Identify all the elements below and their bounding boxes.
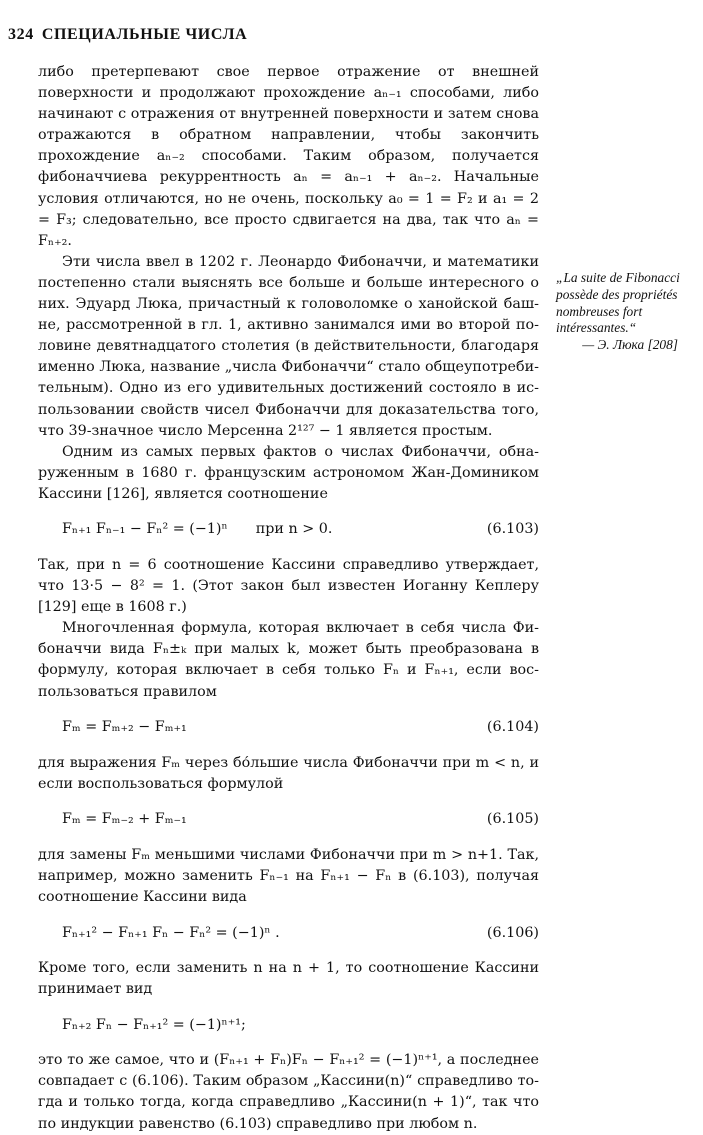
equation-number: (6.103)	[486, 521, 539, 538]
running-head	[8, 26, 528, 44]
equation-number: (6.106)	[486, 924, 539, 941]
equation-6-104	[62, 717, 539, 739]
margin-quote-attribution: — Э. Люка [208]	[582, 337, 678, 353]
equation-expression: Fₙ₊₂ Fₙ − Fₙ₊₁² = (−1)ⁿ⁺¹;	[62, 1016, 246, 1033]
paragraph-9: это то же самое, что и (Fₙ₊₁ + Fₙ)Fₙ − Fₙ₊₁² = (−1)ⁿ⁺¹, а последнее совпадает с (6.106). Таким образом „Кассини(n)“ справедливо тогда и только тогда, когда справедливо „Кассини(n + 1)“, так что по индукции равенство (6.103) справедливо при любом n.	[38, 1052, 539, 1132]
equation-number: (6.104)	[486, 719, 539, 736]
equation-condition: при n > 0.	[255, 521, 333, 538]
equation-expression: Fₙ₊₁² − Fₙ₊₁ Fₙ − Fₙ² = (−1)ⁿ .	[62, 924, 280, 941]
chapter-title: СПЕЦИАЛЬНЫЕ ЧИСЛА	[41, 26, 248, 43]
margin-quote-text: „La suite de Fibonacci possède des propriétés nombreuses fort intéressantes.“	[556, 270, 680, 336]
paragraph-7: для замены Fₘ меньшими числами Фибоначчи при m > n+1. Так, например, можно заменить Fₙ₋₁ на Fₙ₊₁ − Fₙ в (6.103), получая соотношение Кассини вида	[38, 846, 539, 905]
equation-6-105	[62, 809, 539, 831]
equation-expression: Fₘ = Fₘ₋₂ + Fₘ₋₁	[62, 811, 187, 828]
main-text-column	[38, 62, 539, 1135]
equation-unnumbered	[62, 1014, 539, 1036]
equation-expression: Fₘ = Fₘ₊₂ − Fₘ₊₁	[62, 719, 187, 736]
equation-number: (6.105)	[486, 811, 539, 828]
equation-6-106	[62, 922, 539, 944]
paragraph-6: для выражения Fₘ через бо́льшие числа Фибоначчи при m < n, и если воспользоваться формулой	[38, 754, 539, 792]
equation-expression: Fₙ₊₁ Fₙ₋₁ − Fₙ² = (−1)ⁿ	[62, 521, 228, 538]
margin-quote	[556, 270, 696, 354]
paragraph-8: Кроме того, если заменить n на n + 1, то соотношение Кассини принимает вид	[38, 960, 539, 998]
paragraph-3: Одним из самых первых фактов о числах Фибоначчи, обнаруженным в 1680 г. французским астрономом Жан-Домиником Кассини [126], является соотношение	[38, 443, 539, 502]
paragraph-1: либо претерпевают свое первое отражение от внешней поверхности и продолжают прохождение aₙ₋₁ способами, либо начинают с отражения от внутренней поверхности и затем снова отражаются в обратном направлении, чтобы закончить прохождение aₙ₋₂ способами. Таким образом, получается фибоначчиева рекуррентность aₙ = aₙ₋₁ + aₙ₋₂. Начальные условия отличаются, но не очень, поскольку a₀ = 1 = F₂ и a₁ = 2 = F₃; следовательно, все просто сдвигается на два, так что aₙ = Fₙ₊₂.	[38, 64, 539, 249]
paragraph-2: Эти числа ввел в 1202 г. Леонардо Фибоначчи, и математики постепенно стали выяснять все больше и больше интересного о них. Эдуард Люка, причастный к головоломке о ханойской башне, рассмотренной в гл. 1, активно занимался ими во второй половине девятнадцатого столетия (в действительности, благодаря именно Люка, название „числа Фибоначчи“ стало общеупотребительным). Одно из его удивительных достижений состояло в использовании свойств чисел Фибоначчи для доказательства того, что 39-значное число Мерсенна 2¹²⁷ − 1 является простым.	[38, 253, 539, 439]
paragraph-5: Многочленная формула, которая включает в себя числа Фибоначчи вида Fₙ±ₖ при малых k, может быть преобразована в формулу, которая включает в себя только Fₙ и Fₙ₊₁, если воспользоваться правилом	[38, 620, 539, 700]
paragraph-4: Так, при n = 6 соотношение Кассини справедливо утверждает, что 13·5 − 8² = 1. (Этот закон был известен Иоганну Кеплеру [129] еще в 1608 г.)	[38, 556, 539, 616]
equation-6-103	[62, 519, 539, 541]
page-number: 324	[8, 26, 34, 43]
